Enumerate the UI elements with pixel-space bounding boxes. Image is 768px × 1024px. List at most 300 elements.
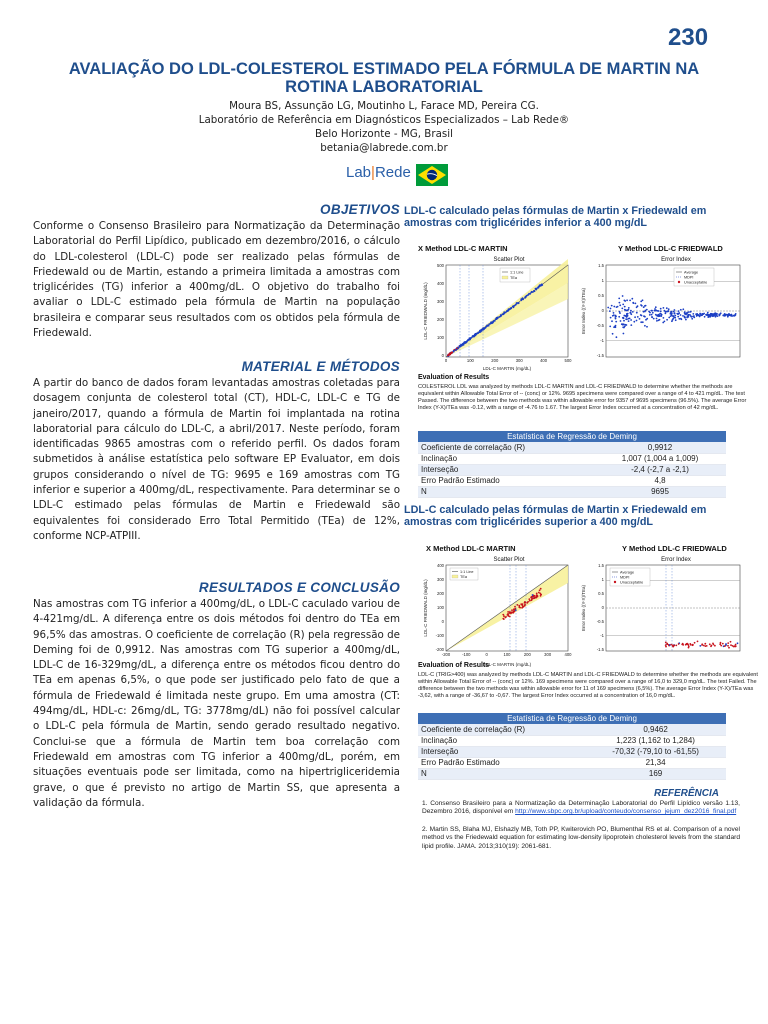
data-point (707, 312, 709, 314)
table-row (418, 746, 726, 757)
tick-label: 0.5 (598, 591, 604, 596)
data-point (699, 645, 701, 647)
data-point (639, 318, 641, 320)
data-point (664, 321, 666, 323)
data-point (688, 647, 690, 649)
data-point (621, 308, 623, 310)
tick-label: -100 (435, 633, 444, 638)
data-point (621, 323, 623, 325)
figure-1-error-index (578, 253, 743, 371)
tick-label: 0 (441, 619, 444, 624)
data-point (675, 645, 677, 647)
data-point (628, 307, 630, 309)
data-point (656, 320, 658, 322)
reference-item-2 (422, 826, 740, 851)
data-point (735, 645, 737, 647)
data-point (664, 310, 666, 312)
error-ylabel: Error Index ((Y-X)/TEa) (581, 287, 586, 335)
figure-2-title: LDL-C calculado pelas fórmulas de Martin x Friedewald em amostras com triglicérides superior a 400 mg/dL (404, 504, 707, 528)
data-point (713, 644, 715, 646)
data-point (612, 333, 614, 335)
data-point (498, 316, 500, 318)
data-point (626, 299, 628, 301)
data-point (714, 645, 716, 647)
data-point (644, 325, 646, 327)
tick-label: 100 (437, 335, 444, 340)
data-point (518, 302, 520, 304)
data-point (730, 644, 732, 646)
table-header: Estatística de Regressão de Deming (418, 431, 726, 442)
data-point (653, 318, 655, 320)
data-point (613, 306, 615, 308)
data-point (692, 313, 694, 315)
data-point (705, 314, 707, 316)
data-point (678, 310, 680, 312)
tick-label: 300 (437, 299, 444, 304)
data-point (462, 344, 464, 346)
scatter-xlabel: LDL-C MARTIN (mg/dL) (482, 366, 532, 371)
tick-label: 100 (466, 358, 474, 363)
reference-text: Consenso Brasileiro para a Normatização da Determinação Laboratorial do Perfil Lipídico versão 1.13, Dezembro 2016, disponível em (422, 800, 740, 816)
data-point (648, 311, 650, 313)
data-point (735, 644, 737, 646)
data-point (673, 316, 675, 318)
data-point (628, 309, 630, 311)
scatter-legend-item-1: TEa (510, 276, 517, 280)
data-point (630, 319, 632, 321)
data-point (671, 312, 673, 314)
data-point (623, 327, 625, 329)
data-point (622, 317, 624, 319)
table-row (418, 464, 726, 475)
figure-1-title: LDL-C calculado pelas fórmulas de Martin x Friedewald em amostras com triglicérides inferior a 400 mg/dL (404, 205, 707, 229)
data-point (633, 302, 635, 304)
data-point (725, 644, 727, 646)
data-point (615, 318, 617, 320)
data-point (628, 318, 630, 320)
data-point (650, 310, 652, 312)
data-point (526, 602, 528, 604)
data-point (728, 314, 730, 316)
data-point (652, 312, 654, 314)
table-row (418, 486, 726, 497)
data-point (522, 605, 524, 607)
data-point (681, 318, 683, 320)
data-point (507, 611, 509, 613)
data-point (481, 329, 483, 331)
tick-label: 400 (437, 563, 444, 568)
error-y-ticks (597, 263, 605, 358)
data-point (500, 315, 502, 317)
row-value: 0,9462 (585, 724, 726, 735)
labrede-logo (346, 164, 411, 186)
data-point (497, 317, 499, 319)
data-point (623, 333, 625, 335)
data-point (632, 311, 634, 313)
data-point (624, 300, 626, 302)
data-point (466, 341, 468, 343)
data-point (528, 294, 530, 296)
data-point (657, 315, 659, 317)
data-point (658, 310, 660, 312)
data-point (680, 314, 682, 316)
data-point (514, 305, 516, 307)
data-point (656, 318, 658, 320)
figure-1-y-method: Y Method LDL-C FRIEDWALD (618, 244, 723, 253)
row-label: Coeficiente de correlação (R) (418, 442, 594, 453)
data-point (613, 314, 615, 316)
reference-number: 1. (422, 800, 428, 807)
figure-2-evaluation-heading: Evaluation of Results (418, 662, 490, 669)
data-point (510, 308, 512, 310)
tick-label: -1.5 (596, 647, 604, 652)
data-point (626, 324, 628, 326)
data-point (464, 341, 466, 343)
tick-label: -100 (462, 652, 471, 657)
data-point (693, 317, 695, 319)
data-point (524, 604, 526, 606)
tick-label: -0.5 (596, 323, 604, 328)
data-point (619, 302, 621, 304)
data-point (480, 331, 482, 333)
authors: Moura BS, Assunção LG, Moutinho L, Farace MD, Pereira CG. (229, 100, 539, 112)
tick-label: 1.5 (598, 563, 604, 568)
table-row (418, 735, 726, 746)
data-point (503, 618, 505, 620)
data-point (699, 313, 701, 315)
data-point (636, 320, 638, 322)
data-point (660, 315, 662, 317)
data-point (692, 644, 694, 646)
poster-title: AVALIAÇÃO DO LDL-COLESTEROL ESTIMADO PELA FÓRMULA DE MARTIN NA ROTINA LABORATORIAL (68, 60, 700, 96)
tick-label: 400 (564, 652, 572, 657)
data-point (456, 348, 458, 350)
data-point (678, 318, 680, 320)
data-point (703, 645, 705, 647)
reference-item-1 (422, 800, 740, 817)
tick-label: 400 (540, 358, 548, 363)
data-point (666, 643, 668, 645)
data-point (484, 327, 486, 329)
data-point (691, 318, 693, 320)
figure-2-y-method: Y Method LDL-C FRIEDWALD (622, 544, 727, 553)
data-point (513, 608, 515, 610)
data-point (540, 588, 542, 590)
data-point (702, 313, 704, 315)
data-point (682, 315, 684, 317)
logo-text-lab: Lab (346, 164, 372, 181)
data-point (622, 304, 624, 306)
data-point (472, 336, 474, 338)
data-point (539, 589, 541, 591)
data-point (722, 315, 724, 317)
data-point (651, 316, 653, 318)
data-point (509, 612, 511, 614)
data-point (678, 312, 680, 314)
data-point (646, 318, 648, 320)
brazil-flag-icon (416, 164, 448, 186)
data-point (536, 593, 538, 595)
tick-label: 300 (515, 358, 523, 363)
data-point (706, 645, 708, 647)
data-point (488, 325, 490, 327)
row-label: N (418, 486, 594, 497)
data-point (532, 594, 534, 596)
data-point (665, 644, 667, 646)
scatter-y-ticks (436, 563, 445, 652)
data-point (640, 321, 642, 323)
data-point (654, 310, 656, 312)
tick-label: 0 (601, 605, 604, 610)
data-point (618, 298, 620, 300)
tick-label: 500 (564, 358, 572, 363)
tick-label: 400 (437, 281, 444, 286)
section-text-material: A partir do banco de dados foram levantadas amostras coletadas para dosagem conjunta de colesterol total (CT), HDL-C, LDL-C e TG de janeiro/2017, quando a fórmula de Martin foi implantada na rotina laboratorial para cálculo do LDL-C, a abril/2017. Neste período, foram identificadas 9865 amostras com o referido perfil. Os dados foram submetidos à análise estatística pelo software EP Evaluator, em dois grupos considerando o nível de TG: 9695 e 169 amostras com TG inferior e superior a 400mg/dL, respectivamente. Para determinar se o LDL-C estimado pelas fórmulas de Martin e Friedewald são equivalentes foi considerado Erro Total Permitido (TEa) de 12%, conforme NCP-ATPIII. (33, 377, 400, 542)
row-value: 21,34 (585, 757, 726, 768)
scatter-legend-item-1: TEa (460, 575, 467, 579)
data-point (641, 305, 643, 307)
data-point (538, 592, 540, 594)
data-point (458, 347, 460, 349)
data-point (676, 313, 678, 315)
reference-link[interactable]: http://www.sbpc.org.br/upload/conteudo/consenso_jejum_dez2016_final.pdf (515, 808, 737, 816)
data-point (529, 600, 531, 602)
data-point (636, 306, 638, 308)
data-point (715, 316, 717, 318)
tick-label: -1 (600, 338, 604, 343)
data-point (505, 616, 507, 618)
data-point (686, 317, 688, 319)
data-point (655, 306, 657, 308)
tick-label: 500 (437, 263, 444, 268)
data-point (629, 300, 631, 302)
data-point (631, 298, 633, 300)
section-text-resultados: Nas amostras com TG inferior a 400mg/dL, o LDL-C caculado variou de 4-421mg/dL. A diferença entre os dois métodos foi dentro do TEa em 96,5% das amostras. O coeficiente de correlação (R) pela regressão de Deming foi de 0,9912. Nas amostras com TG superior a 400mg/dL, LDL-C de 16-329mg/dL, a diferença entre os métodos ficou dentro do TEa em apenas 6,5%, o que pode ser justificado pelo fato de que a fórmula de Friedewald é limitada neste grupo. Em uma amostra (CT: 494mg/dL, HDL-c: 26mg/dL, TG: 3778mg/dL) não foi possível calcular o LDL-C pela fórmula de Martin, sendo gerado resultado negativo. Conclui-se que a fórmula de Martin tem boa correlação com Friedewald em amostras com TG inferior a 400mg/dL, porém, em situações eventuais pode ser limitada, como na hipertrigliceridemia grave, o que é previsto no artigo de Martin SS, que apresenta a validação da fórmula. (33, 598, 400, 809)
data-point (735, 313, 737, 315)
tick-label: 300 (544, 652, 552, 657)
data-point (673, 311, 675, 313)
data-point (507, 614, 509, 616)
data-point (688, 311, 690, 313)
data-point (644, 305, 646, 307)
data-point (734, 315, 736, 317)
data-point (636, 312, 638, 314)
data-point (720, 642, 722, 644)
data-point (623, 320, 625, 322)
data-point (709, 643, 711, 645)
data-point (525, 297, 527, 299)
data-point (611, 305, 613, 307)
tick-label: 1 (601, 577, 604, 582)
data-point (516, 302, 518, 304)
scatter-legend-item-0: 1:1 Line (510, 270, 524, 275)
data-point (451, 352, 453, 354)
data-point (486, 326, 488, 328)
tick-label: 0.5 (598, 293, 604, 298)
row-value: -2,4 (-2,7 a -2,1) (594, 464, 726, 475)
data-point (514, 606, 516, 608)
tick-label: -0.5 (596, 619, 604, 624)
data-point (622, 295, 624, 297)
data-point (671, 320, 673, 322)
scatter-title: Scatter Plot (493, 257, 525, 263)
data-point (607, 307, 609, 309)
figure-1-evaluation-heading: Evaluation of Results (418, 374, 490, 381)
row-label: Erro Padrão Estimado (418, 475, 594, 486)
table-row (418, 768, 726, 779)
error-title: Error Index (661, 557, 691, 563)
data-point (619, 312, 621, 314)
data-point (660, 308, 662, 310)
tick-label: 200 (491, 358, 499, 363)
data-point (722, 643, 724, 645)
data-point (651, 314, 653, 316)
tick-label: -1.5 (596, 353, 604, 358)
data-point (624, 306, 626, 308)
data-point (674, 313, 676, 315)
data-point (518, 606, 520, 608)
data-point (524, 602, 526, 604)
data-point (678, 643, 680, 645)
email: betania@labrede.com.br (320, 142, 448, 154)
data-point (522, 299, 524, 301)
data-point (534, 290, 536, 292)
error-legend-item-1: MDPI (620, 575, 630, 580)
data-point (502, 313, 504, 315)
data-point (613, 312, 615, 314)
scatter-x-ticks (445, 358, 572, 363)
table-row (418, 453, 726, 464)
data-point (646, 309, 648, 311)
row-label: Interseção (418, 746, 585, 757)
table-row (418, 475, 726, 486)
figure-2-scatter-plot (420, 553, 575, 667)
data-point (712, 315, 714, 317)
data-point (694, 642, 696, 644)
tick-label: 0 (444, 358, 448, 363)
data-point (640, 314, 642, 316)
data-point (686, 312, 688, 314)
row-value: 0,9912 (594, 442, 726, 453)
row-label: Inclinação (418, 453, 594, 464)
row-value: 1,223 (1,162 to 1,284) (585, 735, 726, 746)
row-value: 1,007 (1,004 a 1,009) (594, 453, 726, 464)
data-point (684, 316, 686, 318)
data-point (701, 644, 703, 646)
data-point (716, 313, 718, 315)
data-point (644, 316, 646, 318)
data-point (535, 596, 537, 598)
error-legend-item-0: Average (684, 270, 699, 275)
data-point (614, 316, 616, 318)
table-row (418, 724, 726, 735)
tick-label: -1 (600, 633, 604, 638)
data-point (727, 645, 729, 647)
data-point (640, 301, 642, 303)
scatter-x-ticks (442, 652, 572, 657)
data-point (449, 353, 451, 355)
data-point (626, 310, 628, 312)
data-point (629, 312, 631, 314)
table-row (418, 757, 726, 768)
data-point (492, 321, 494, 323)
section-heading-resultados: RESULTADOS E CONCLUSÃO (198, 580, 400, 595)
data-point (508, 309, 510, 311)
data-point (626, 316, 628, 318)
data-point (646, 326, 648, 328)
figure-1-scatter-plot (420, 253, 575, 371)
table-row (418, 442, 726, 453)
data-point (719, 643, 721, 645)
data-point (668, 308, 670, 310)
row-value: -70,32 (-79,10 to -61,55) (585, 746, 726, 757)
tick-label: 100 (503, 652, 511, 657)
tick-label: -200 (435, 647, 444, 652)
error-legend-item-1: MDPI (684, 275, 694, 280)
table-header: Estatística de Regressão de Deming (418, 713, 726, 724)
data-point (728, 647, 730, 649)
scatter-ylabel: LDL-C FRIEDWALD (mg/dL) (423, 579, 428, 637)
data-point (704, 316, 706, 318)
data-point (530, 292, 532, 294)
tick-label: 0 (441, 353, 444, 358)
data-point (696, 314, 698, 316)
tick-label: 100 (437, 605, 444, 610)
data-point (687, 643, 689, 645)
row-value: 4,8 (594, 475, 726, 486)
tick-label: 1.5 (598, 263, 604, 268)
data-point (688, 314, 690, 316)
data-point (615, 321, 617, 323)
tick-label: -200 (441, 652, 451, 657)
figure-1-evaluation-text: COLESTEROL LDL was analyzed by methods LDL-C MARTIN and LDL-C FRIEDWALD to determine whether the methods are equivalent within Allowable Total Error of -- (conc) or 12%. 9695 specimens were compared over a range of 4 to 421 mg/dL. The test Passed. The difference between the two methods was within allowable error for 9357 of 9695 specimens (96.5%). The average Error Index (Y-X)/TEa was -0.12, with a range of -4.76 to 1.67. The largest Error Index occurred at a concentration of 42 mg/dL. (418, 384, 747, 411)
data-point (453, 350, 455, 352)
data-point (649, 314, 651, 316)
error-legend-item-0: Average (620, 570, 635, 575)
affiliation: Laboratório de Referência em Diagnósticos Especializados – Lab Rede® (198, 114, 570, 126)
data-point (737, 642, 739, 644)
tick-label: 200 (523, 652, 531, 657)
data-point (610, 317, 612, 319)
data-point (507, 310, 509, 312)
data-point (704, 643, 706, 645)
tick-label: 1 (601, 278, 604, 283)
data-point (620, 320, 622, 322)
data-point (489, 323, 491, 325)
data-point (731, 315, 733, 317)
data-point (677, 316, 679, 318)
data-point (531, 597, 533, 599)
figure-2-evaluation-text: LDL-C (TRIG>400) was analyzed by methods LDL-C MARTIN and LDL-C FRIEDWALD to determine whether the methods are equivalent within Allowable Total Error of -- (conc) or 12%. 169 specimens were compared over a range of 16,0 to 329,0 mg/dL. The test Failed. The difference between the two methods was within allowable error for 11 of 169 specimens (6,5%). The average Error Index (Y-X)/TEa was -3,62, with a range of -36,67 to -0,67. The largest Error Index occurred at a concentration of 16,0 mg/dL. (418, 672, 758, 699)
data-point (690, 315, 692, 317)
section-text-objetivos: Conforme o Consenso Brasileiro para Normatização da Determinação Laboratorial do Perfil Lipídico, publicado em dezembro/2016, o cálculo do LDL-colesterol (LDL-C) pode ser realizado pelas fórmulas de Friedewald ou de Martin, estando a primeira limitada a amostras com triglicérides (TG) inferior a 400mg/dL. O objetivo do trabalho foi avaliar o LDL-C estimado pela fórmula de Martin na população brasileira e comparar seus resultados com os obtidos pela fórmula de Friedewald. (33, 220, 400, 340)
data-point (502, 614, 504, 616)
data-point (618, 316, 620, 318)
page-number: 230 (668, 24, 709, 51)
tick-label: 200 (437, 591, 444, 596)
data-point (668, 317, 670, 319)
data-point (666, 307, 668, 309)
section-heading-material: MATERIAL E MÉTODOS (241, 359, 400, 374)
error-y-ticks (597, 563, 605, 652)
figure-2-error-index (578, 553, 743, 667)
data-point (674, 309, 676, 311)
logo-separator: | (371, 164, 375, 181)
error-title: Error Index (661, 257, 691, 263)
data-point (609, 310, 611, 312)
data-point (610, 308, 612, 310)
data-point (659, 319, 661, 321)
